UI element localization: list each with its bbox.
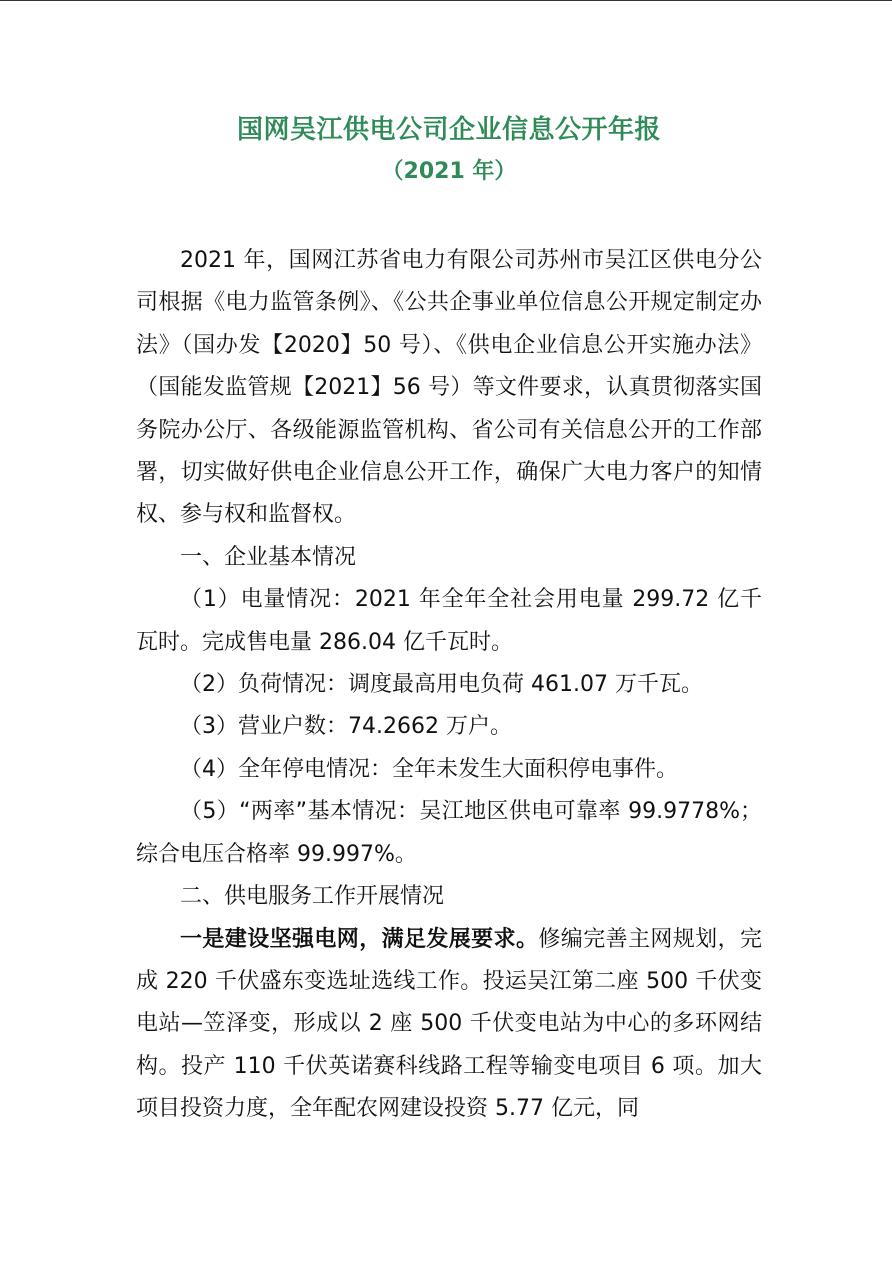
section-heading-service: 二、供电服务工作开展情况 (180, 884, 445, 910)
grid-construction-paragraph (136, 919, 762, 1131)
document-subtitle: （2021 年） (381, 159, 517, 184)
item-two-rates: （5）“两率”基本情况：吴江地区供电可靠率 99.9778%；综合电压合格率 99.997%。 (136, 799, 762, 867)
intro-paragraph: 2021 年，国网江苏省电力有限公司苏州市吴江区供电分公司根据《电力监管条例》、《公共企事业单位信息公开规定制定办法》（国办发【2020】50 号）、《供电企业信息公开实施办法》（国能发监管规【2021】56 号）等文件要求，认真贯彻落实国务院办公厅、各级能源监管机构、省公司有关信息公开的工作部署，切实做好供电企业信息公开工作，确保广大电力客户的知情权、参与权和监督权。 (136, 248, 762, 528)
paragraph-lead-bold: 一是建设坚强电网，满足发展要求。 (180, 926, 539, 952)
document-body (136, 240, 762, 1131)
document-page (136, 108, 762, 1131)
item-customers: （3）营业户数：74.2662 万户。 (180, 714, 512, 740)
page-top-border (0, 0, 892, 1)
item-outage: （4）全年停电情况：全年未发生大面积停电事件。 (180, 756, 678, 782)
paragraph-rest: 修编完善主网规划，完成 220 千伏盛东变选址选线工作。投运吴江第二座 500 千伏变电站—笠泽变，形成以 2 座 500 千伏变电站为中心的多环网结构。投产 110 千伏英诺赛科线路工程等输变电项目 6 项。加大项目投资力度，全年配农网建设投资 5.77 亿元，同 (136, 926, 762, 1122)
item-electricity: （1）电量情况：2021 年全年全社会用电量 299.72 亿千瓦时。完成售电量 286.04 亿千瓦时。 (136, 587, 762, 655)
section-heading-basic-info: 一、企业基本情况 (180, 544, 357, 570)
document-title: 国网吴江供电公司企业信息公开年报 (236, 115, 661, 145)
item-load: （2）负荷情况：调度最高用电负荷 461.07 万千瓦。 (180, 672, 703, 698)
